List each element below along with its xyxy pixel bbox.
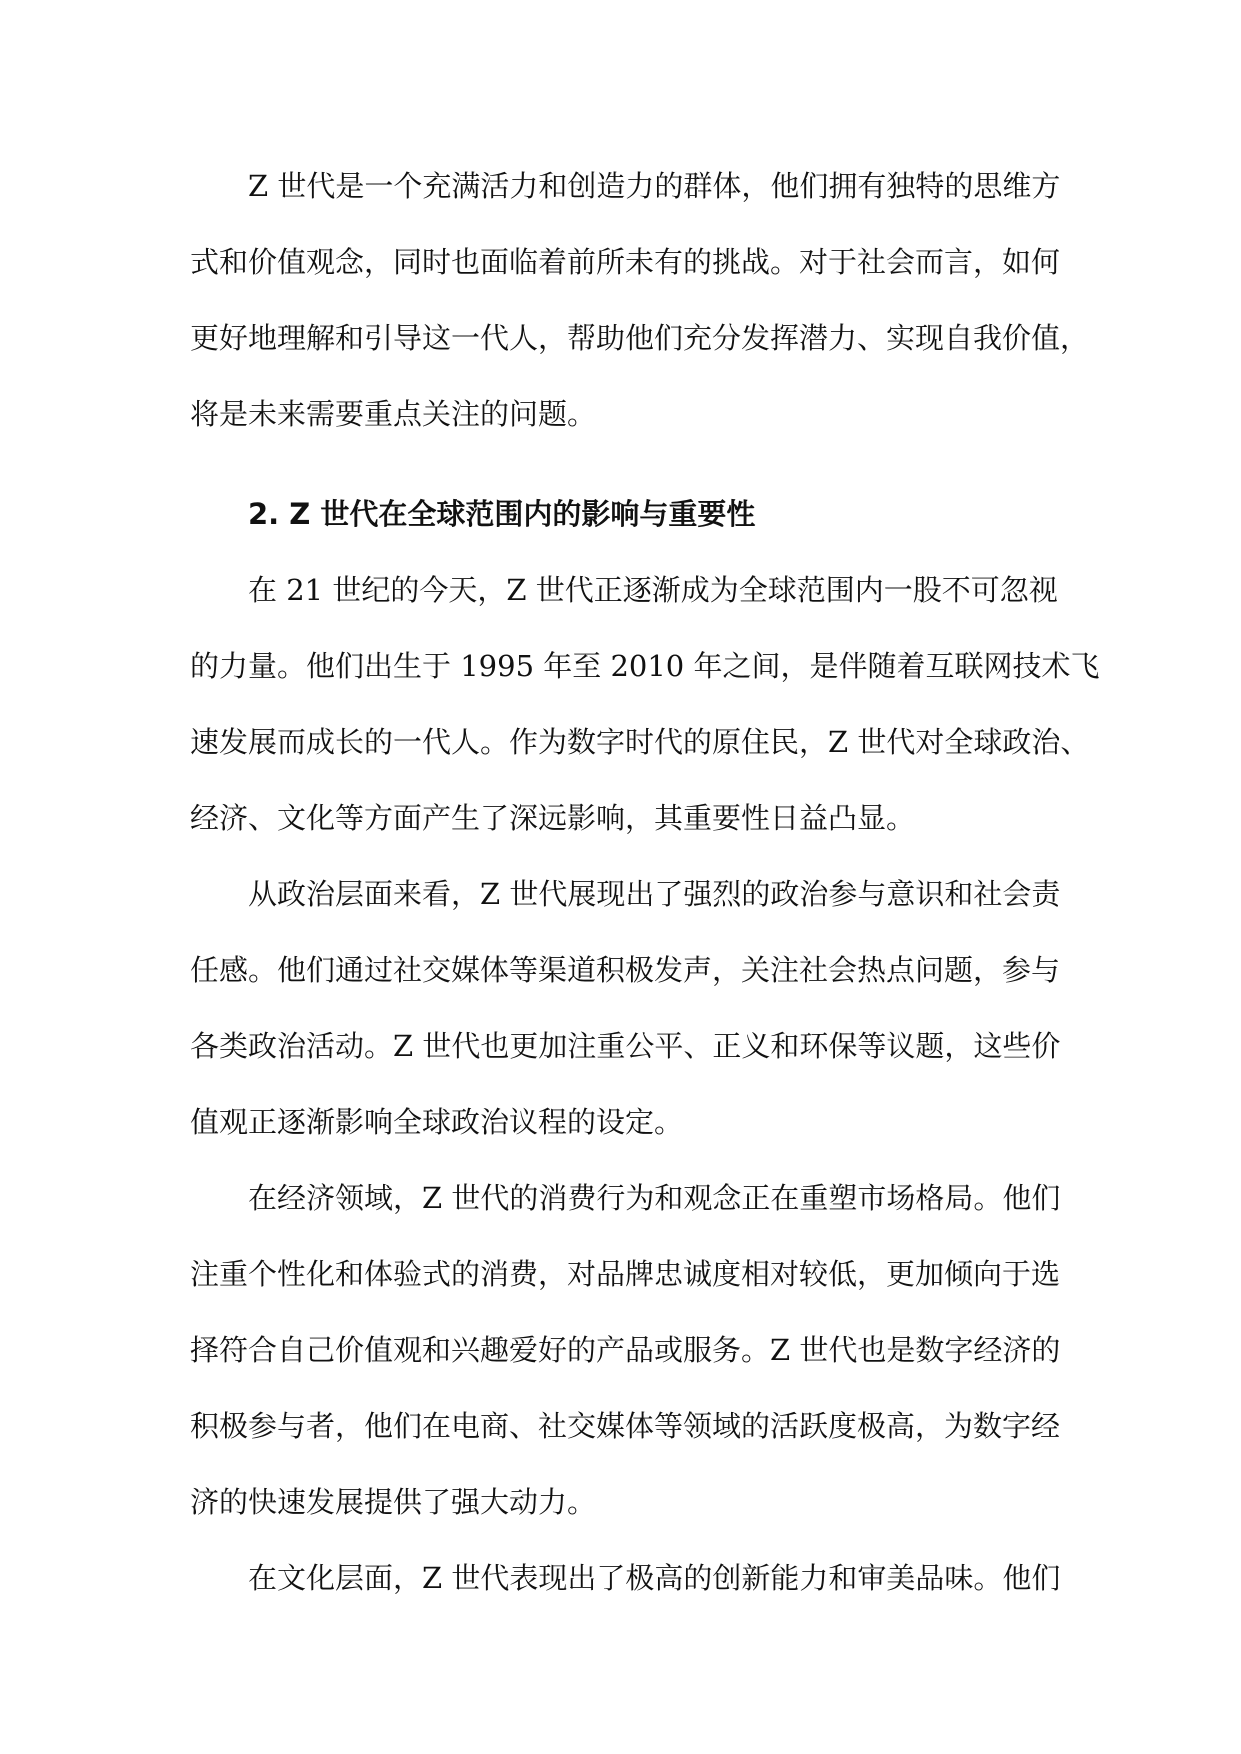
paragraph [190,856,1061,1160]
paragraph [190,552,1100,856]
paragraph-line: 速发展而成长的一代人。作为数字时代的原住民，Z 世代对全球政治、 [190,725,1090,759]
section-heading: 2. Z 世代在全球范围内的影响与重要性 [248,497,756,531]
paragraph-line: 将是未来需要重点关注的问题。 [190,397,597,431]
paragraph-line: 择符合自己价值观和兴趣爱好的产品或服务。Z 世代也是数字经济的 [190,1333,1061,1367]
paragraph-line: 式和价值观念，同时也面临着前所未有的挑战。对于社会而言，如何 [190,245,1061,279]
paragraph-line: 从政治层面来看，Z 世代展现出了强烈的政治参与意识和社会责 [248,877,1061,911]
paragraph-line: 注重个性化和体验式的消费，对品牌忠诚度相对较低，更加倾向于选 [190,1257,1061,1291]
document-body [190,148,1100,1616]
paragraph-line: 在 21 世纪的今天，Z 世代正逐渐成为全球范围内一股不可忽视 [248,573,1058,607]
paragraph-line: 在经济领域，Z 世代的消费行为和观念正在重塑市场格局。他们 [248,1181,1061,1215]
paragraph-line: 更好地理解和引导这一代人，帮助他们充分发挥潜力、实现自我价值， [190,321,1090,355]
paragraph [190,1540,1061,1616]
paragraph-line: 各类政治活动。Z 世代也更加注重公平、正义和环保等议题，这些价 [190,1029,1061,1063]
paragraph [190,148,1090,452]
paragraph [190,1160,1061,1540]
paragraph-line: 任感。他们通过社交媒体等渠道积极发声，关注社会热点问题，参与 [190,953,1061,987]
paragraph-line: Z 世代是一个充满活力和创造力的群体，他们拥有独特的思维方 [248,169,1061,203]
paragraph-line: 经济、文化等方面产生了深远影响，其重要性日益凸显。 [190,801,916,835]
paragraph-line: 值观正逐渐影响全球政治议程的设定。 [190,1105,684,1139]
paragraph-line: 济的快速发展提供了强大动力。 [190,1485,597,1519]
paragraph-line: 积极参与者，他们在电商、社交媒体等领域的活跃度极高，为数字经 [190,1409,1061,1443]
paragraph-line: 在文化层面，Z 世代表现出了极高的创新能力和审美品味。他们 [248,1561,1061,1595]
paragraph-line: 的力量。他们出生于 1995 年至 2010 年之间，是伴随着互联网技术飞 [190,649,1100,683]
